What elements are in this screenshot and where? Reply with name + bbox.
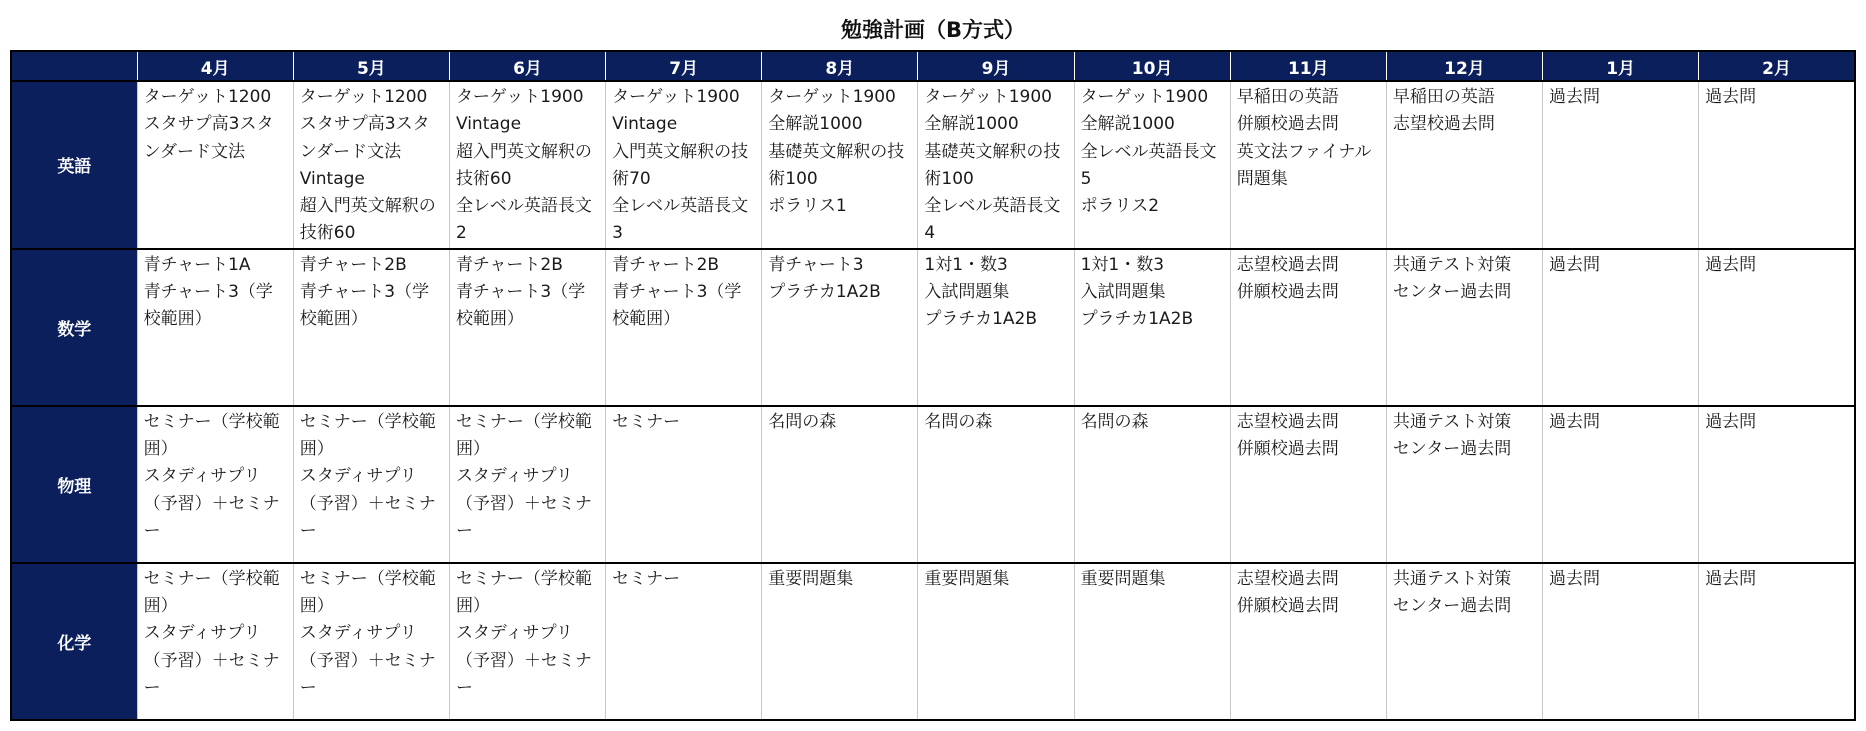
plan-item: 志望校過去問 xyxy=(1236,254,1339,275)
plan-cell xyxy=(918,81,1074,249)
month-header: 12月 xyxy=(1386,51,1542,81)
plan-cell xyxy=(293,406,449,563)
plan-item: 1対1・数3 xyxy=(1080,254,1165,275)
plan-item: 過去問 xyxy=(1549,568,1601,589)
plan-item: 共通テスト対策 xyxy=(1392,411,1512,432)
plan-item: セミナー（学校範囲） xyxy=(299,568,436,617)
month-header: 1月 xyxy=(1543,51,1699,81)
month-header: 9月 xyxy=(918,51,1074,81)
plan-item: 超入門英文解釈の技術60 xyxy=(455,141,592,189)
plan-item: 全解説1000 xyxy=(1080,114,1175,135)
plan-cell xyxy=(762,406,918,563)
plan-item: 全解説1000 xyxy=(924,114,1019,135)
plan-item: 青チャート3（学校範囲） xyxy=(299,282,430,330)
plan-cell xyxy=(449,249,605,406)
plan-item: 名問の森 xyxy=(768,411,837,432)
plan-item: スタディサプリ（予習）＋セミナー xyxy=(299,623,436,698)
page-title: 勉強計画（B方式） xyxy=(840,18,1025,42)
plan-item: 志望校過去問 xyxy=(1392,114,1495,135)
month-header: 7月 xyxy=(606,51,762,81)
plan-cell xyxy=(606,406,762,563)
plan-item: セミナー xyxy=(612,411,681,432)
month-header: 11月 xyxy=(1230,51,1386,81)
subject-row xyxy=(11,81,1855,249)
plan-item: 超入門英文解釈の技術60 xyxy=(299,196,436,244)
plan-item: 入試問題集 xyxy=(1080,282,1166,303)
plan-item: ターゲット1200 xyxy=(299,87,428,107)
plan-item: センター過去問 xyxy=(1392,439,1512,460)
month-header-row xyxy=(11,51,1855,81)
plan-cell xyxy=(1543,249,1699,406)
plan-item: セミナー（学校範囲） xyxy=(143,568,280,617)
plan-item: 全レベル英語長文3 xyxy=(612,196,749,244)
plan-item: 青チャート2B xyxy=(299,254,407,275)
plan-item: Vintage xyxy=(299,168,365,189)
plan-cell xyxy=(1543,406,1699,563)
plan-item: 併願校過去問 xyxy=(1236,114,1339,135)
plan-cell xyxy=(1386,563,1542,720)
plan-cell xyxy=(1230,81,1386,249)
plan-cell xyxy=(1386,81,1542,249)
plan-cell xyxy=(449,81,605,249)
plan-item: セミナー（学校範囲） xyxy=(455,568,592,617)
plan-item: スタディサプリ（予習）＋セミナー xyxy=(455,623,592,698)
plan-item: スタディサプリ（予習）＋セミナー xyxy=(299,466,436,541)
subject-label: 数学 xyxy=(11,249,137,406)
plan-item: Vintage xyxy=(612,114,678,135)
plan-item: 早稲田の英語 xyxy=(1236,87,1339,107)
month-header: 10月 xyxy=(1074,51,1230,81)
plan-cell xyxy=(1230,406,1386,563)
plan-item: 重要問題集 xyxy=(768,568,854,589)
plan-item: 基礎英文解釈の技術100 xyxy=(768,141,905,189)
month-header: 6月 xyxy=(449,51,605,81)
plan-cell xyxy=(1699,563,1855,720)
plan-cell xyxy=(137,406,293,563)
plan-item: ターゲット1200 xyxy=(143,87,272,107)
subject-row xyxy=(11,563,1855,720)
plan-item: セミナー（学校範囲） xyxy=(299,411,436,460)
plan-item: センター過去問 xyxy=(1392,282,1512,303)
plan-item: ターゲット1900 xyxy=(455,87,584,107)
plan-item: 過去問 xyxy=(1705,568,1757,589)
plan-cell xyxy=(606,81,762,249)
plan-cell xyxy=(1074,406,1230,563)
plan-item: 青チャート3 xyxy=(768,254,864,275)
plan-cell xyxy=(293,249,449,406)
plan-item: 過去問 xyxy=(1705,411,1757,432)
plan-item: 青チャート3（学校範囲） xyxy=(143,282,273,330)
plan-cell xyxy=(1074,563,1230,720)
plan-cell xyxy=(1699,249,1855,406)
subject-row xyxy=(11,249,1855,406)
plan-item: スタサプ高3スタンダード文法 xyxy=(299,114,430,162)
plan-item: 早稲田の英語 xyxy=(1392,87,1495,107)
plan-item: ターゲット1900 xyxy=(1080,87,1209,107)
plan-cell xyxy=(1543,81,1699,249)
plan-item: セミナー（学校範囲） xyxy=(143,411,280,460)
plan-item: ポラリス1 xyxy=(768,196,847,217)
plan-item: 過去問 xyxy=(1549,254,1601,275)
plan-item: 英文法ファイナル問題集 xyxy=(1236,141,1372,189)
plan-cell xyxy=(293,81,449,249)
plan-item: 名問の森 xyxy=(924,411,993,432)
plan-cell xyxy=(606,249,762,406)
month-header: 8月 xyxy=(762,51,918,81)
plan-cell xyxy=(1074,81,1230,249)
plan-cell xyxy=(918,563,1074,720)
plan-item: 入門英文解釈の技術70 xyxy=(612,141,749,189)
plan-item: 青チャート3（学校範囲） xyxy=(455,282,586,330)
study-plan-table xyxy=(10,50,1856,721)
plan-item: 全レベル英語長文5 xyxy=(1080,141,1217,189)
plan-item: スタサプ高3スタンダード文法 xyxy=(143,114,274,162)
plan-item: ターゲット1900 xyxy=(924,87,1052,107)
plan-cell xyxy=(449,563,605,720)
plan-item: 青チャート2B xyxy=(455,254,563,275)
plan-cell xyxy=(762,563,918,720)
plan-item: 入試問題集 xyxy=(924,282,1010,303)
plan-cell xyxy=(606,563,762,720)
subject-row xyxy=(11,406,1855,563)
plan-cell xyxy=(137,249,293,406)
plan-item: 併願校過去問 xyxy=(1236,596,1339,617)
plan-item: ポラリス2 xyxy=(1080,196,1160,217)
plan-item: 過去問 xyxy=(1705,254,1757,275)
plan-item: 志望校過去問 xyxy=(1236,411,1339,432)
plan-item: ターゲット1900 xyxy=(612,87,740,107)
plan-item: スタディサプリ（予習）＋セミナー xyxy=(455,466,592,541)
plan-cell xyxy=(762,81,918,249)
plan-cell xyxy=(137,81,293,249)
plan-item: 青チャート3（学校範囲） xyxy=(612,282,742,330)
plan-item: 過去問 xyxy=(1549,411,1601,432)
subject-label: 英語 xyxy=(11,81,137,249)
plan-item: スタディサプリ（予習）＋セミナー xyxy=(143,466,280,541)
plan-item: 名問の森 xyxy=(1080,411,1149,432)
plan-item: 全解説1000 xyxy=(768,114,863,135)
month-header: 5月 xyxy=(293,51,449,81)
plan-cell xyxy=(762,249,918,406)
plan-item: 過去問 xyxy=(1705,87,1757,107)
plan-item: 全レベル英語長文2 xyxy=(455,196,592,244)
plan-item: 併願校過去問 xyxy=(1236,282,1339,303)
plan-item: セミナー xyxy=(612,568,681,589)
plan-item: Vintage xyxy=(455,114,522,135)
plan-item: スタディサプリ（予習）＋セミナー xyxy=(143,623,280,698)
plan-item: プラチカ1A2B xyxy=(924,309,1037,330)
plan-item: 共通テスト対策 xyxy=(1392,568,1512,589)
plan-cell xyxy=(1230,249,1386,406)
plan-item: セミナー（学校範囲） xyxy=(455,411,592,460)
plan-cell xyxy=(449,406,605,563)
plan-cell xyxy=(137,563,293,720)
plan-item: プラチカ1A2B xyxy=(1080,309,1194,330)
plan-item: 青チャート2B xyxy=(612,254,720,275)
plan-item: 重要問題集 xyxy=(924,568,1010,589)
subject-label: 物理 xyxy=(11,406,137,563)
plan-item: プラチカ1A2B xyxy=(768,282,881,303)
plan-cell xyxy=(1386,249,1542,406)
plan-cell xyxy=(1699,81,1855,249)
plan-cell xyxy=(1699,406,1855,563)
plan-cell xyxy=(1543,563,1699,720)
month-header: 2月 xyxy=(1699,51,1855,81)
plan-cell xyxy=(918,249,1074,406)
subject-label: 化学 xyxy=(11,563,137,720)
plan-cell xyxy=(1386,406,1542,563)
month-header: 4月 xyxy=(137,51,293,81)
plan-item: 全レベル英語長文4 xyxy=(924,196,1061,244)
corner-cell xyxy=(11,51,137,81)
plan-item: 1対1・数3 xyxy=(924,254,1008,275)
plan-cell xyxy=(1230,563,1386,720)
plan-item: 重要問題集 xyxy=(1080,568,1166,589)
plan-item: ターゲット1900 xyxy=(768,87,896,107)
plan-item: 共通テスト対策 xyxy=(1392,254,1512,275)
plan-cell xyxy=(1074,249,1230,406)
plan-item: 青チャート1A xyxy=(143,254,251,275)
plan-item: 過去問 xyxy=(1549,87,1601,107)
plan-item: 志望校過去問 xyxy=(1236,568,1339,589)
plan-item: 基礎英文解釈の技術100 xyxy=(924,141,1061,189)
plan-cell xyxy=(918,406,1074,563)
plan-cell xyxy=(293,563,449,720)
plan-item: センター過去問 xyxy=(1392,596,1512,617)
plan-item: 併願校過去問 xyxy=(1236,439,1339,460)
